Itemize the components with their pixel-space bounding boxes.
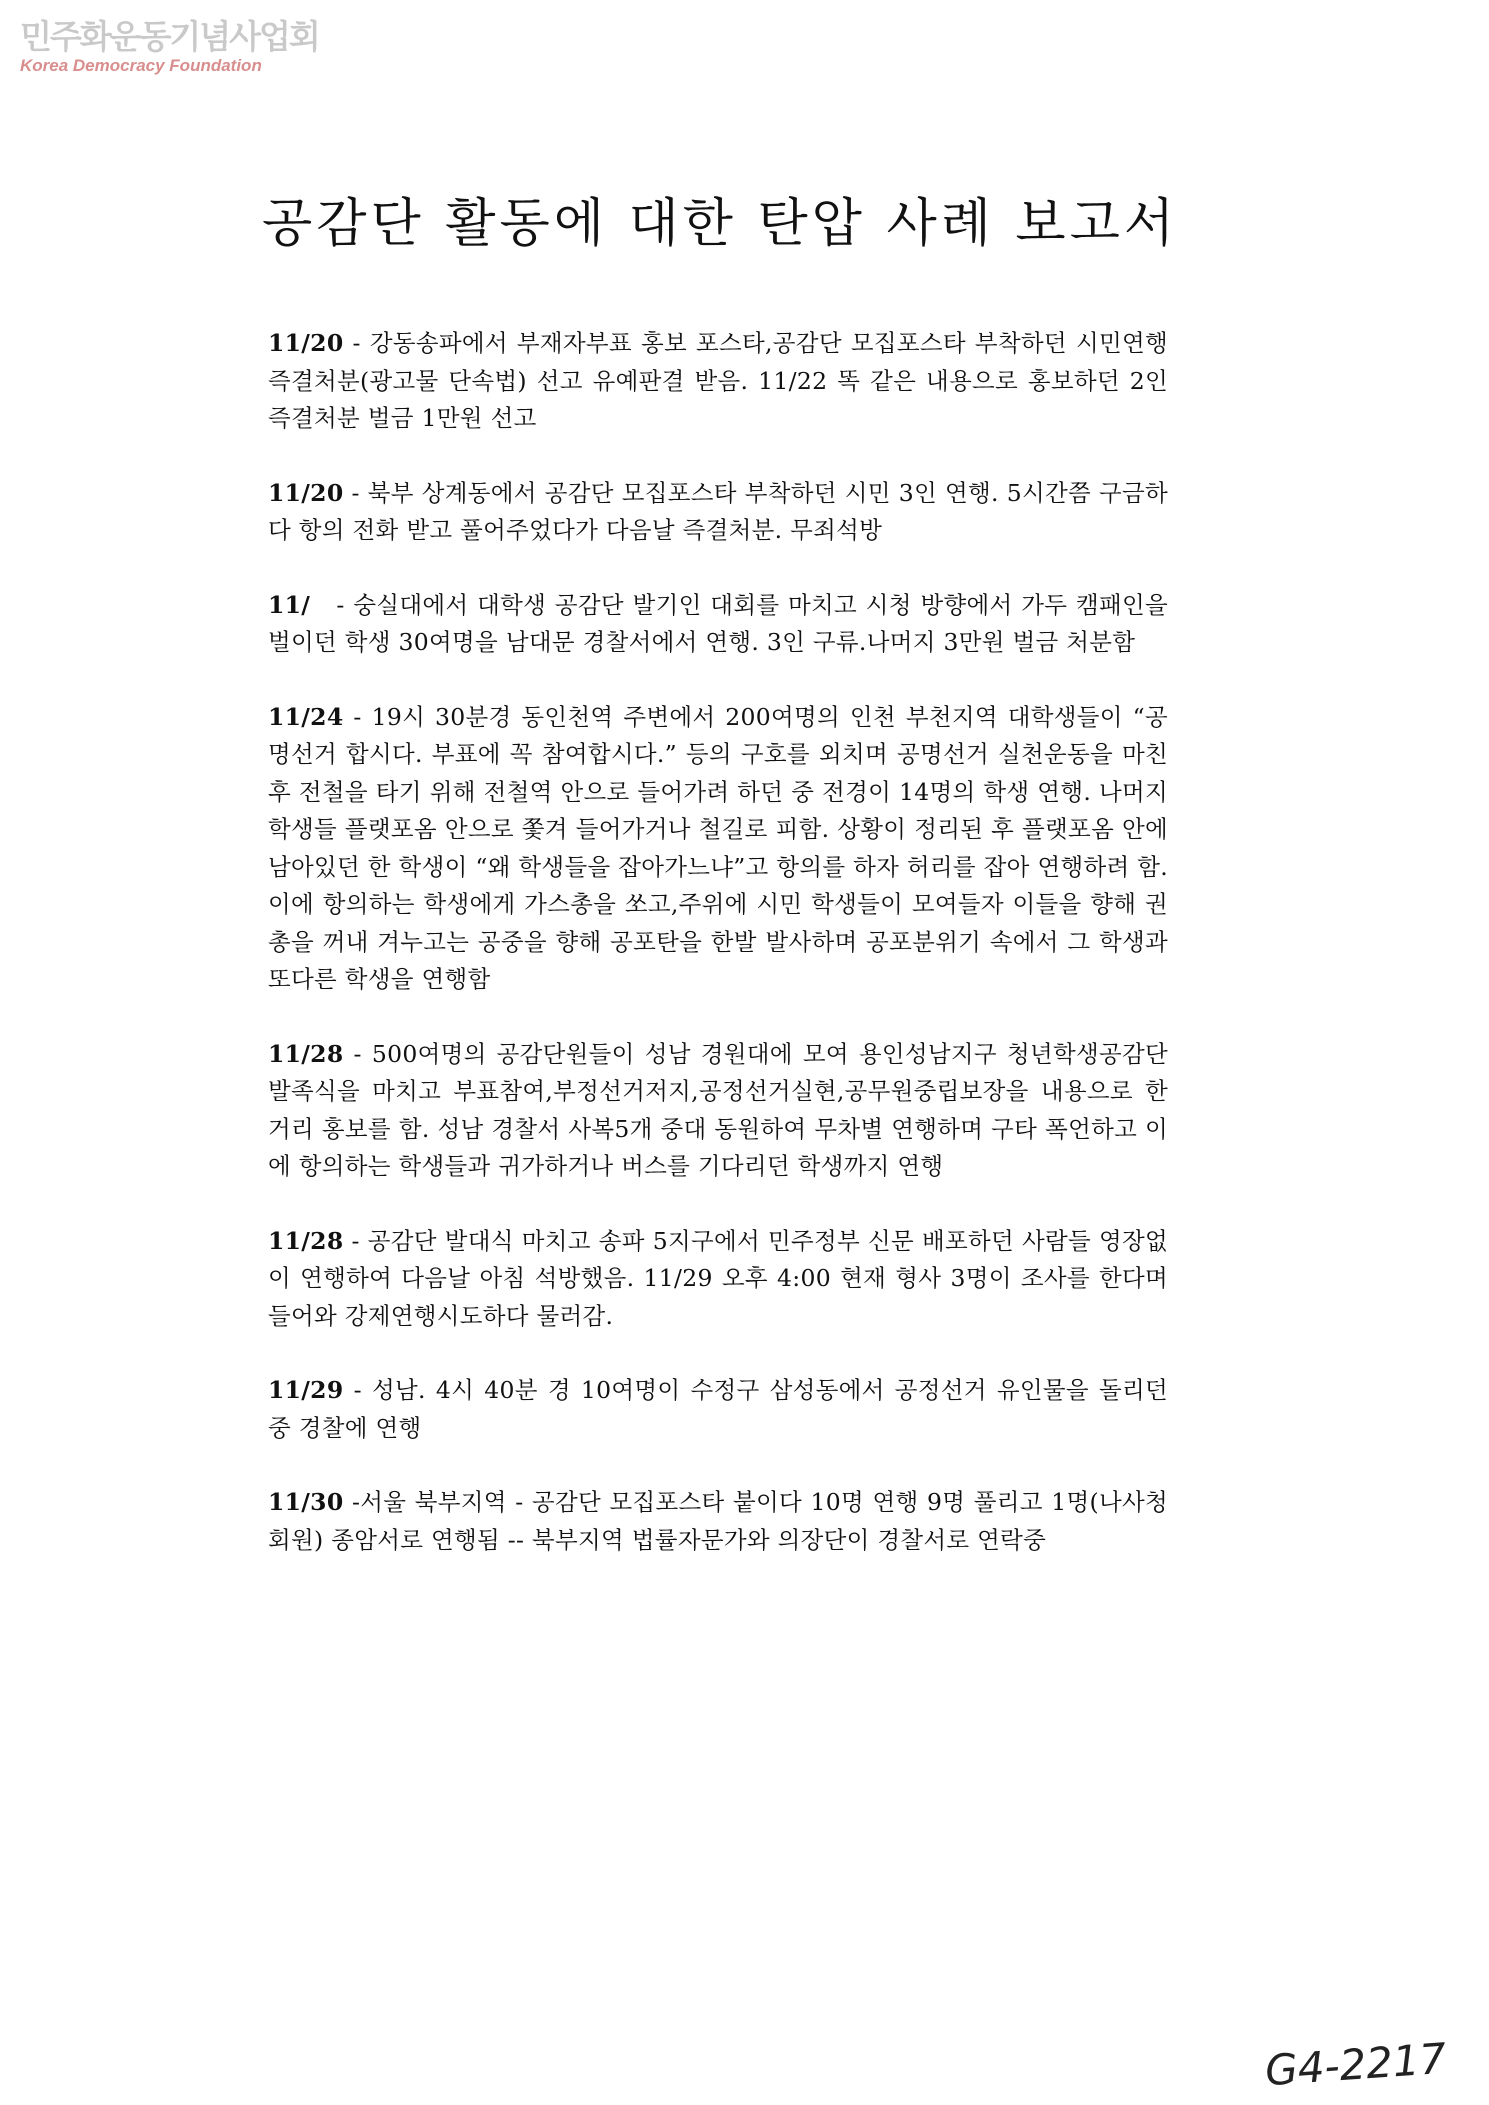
entry-text: - 공감단 발대식 마치고 송파 5지구에서 민주정부 신문 배포하던 사람들 영장없이 연행하여 다음날 아침 석방했음. 11/29 오후 4:00 현재 형사 3명이 조사를 한다며 들어와 강제연행시도하다 물러감. bbox=[268, 1226, 1168, 1330]
entry-text: - 숭실대에서 대학생 공감단 발기인 대회를 마치고 시청 방향에서 가두 캠패인을 벌이던 학생 30여명을 남대문 경찰서에서 연행. 3인 구류.나머지 3만원 벌금 처분함 bbox=[268, 590, 1176, 656]
entry-date: 11/ bbox=[268, 590, 311, 619]
report-entries bbox=[268, 325, 1176, 1596]
report-entry bbox=[268, 325, 1168, 438]
report-entry bbox=[268, 587, 1176, 662]
report-entry bbox=[268, 699, 1168, 999]
entry-date: 11/28 bbox=[268, 1226, 344, 1255]
foundation-watermark bbox=[20, 18, 340, 76]
report-entry bbox=[268, 1223, 1168, 1336]
report-entry bbox=[268, 1036, 1168, 1186]
report-entry bbox=[268, 1484, 1168, 1559]
entry-date: 11/20 bbox=[268, 329, 344, 357]
entry-date: 11/24 bbox=[268, 702, 344, 731]
entry-text: - 북부 상계동에서 공감단 모집포스타 부착하던 시민 3인 연행. 5시간쯤 구금하다 항의 전화 받고 풀어주었다가 다음날 즉결처분. 무죄석방 bbox=[268, 478, 1168, 544]
entry-text: -서울 북부지역 - 공감단 모집포스타 붙이다 10명 연행 9명 풀리고 1명(나사청회원) 종암서로 연행됨 -- 북부지역 법률자문가와 의장단이 경찰서로 연락중 bbox=[268, 1488, 1168, 1554]
document-title: 공감단 활동에 대한 탄압 사례 보고서 bbox=[262, 194, 1179, 254]
handwritten-archive-number: G4-2217 bbox=[1263, 2033, 1448, 2096]
entry-text: - 500여명의 공감단원들이 성남 경원대에 모여 용인성남지구 청년학생공감단 발족식을 마치고 부표참여,부정선거저지,공정선거실현,공무원중립보장을 내용으로 한 거리 홍보를 함. 성남 경찰서 사복5개 중대 동원하여 무차별 연행하며 구타 폭언하고 이에 항의하는 학생들과 귀가하거나 버스를 기다리던 학생까지 연행 bbox=[268, 1039, 1168, 1180]
entry-date: 11/30 bbox=[268, 1488, 344, 1516]
entry-date: 11/29 bbox=[268, 1376, 344, 1404]
report-entry bbox=[268, 1372, 1168, 1447]
entry-text: - 강동송파에서 부재자부표 홍보 포스타,공감단 모집포스타 부착하던 시민연행 즉결처분(광고물 단속법) 선고 유예판결 받음. 11/22 똑 같은 내용으로 홍보하던 2인 즉결처분 벌금 1만원 선고 bbox=[268, 329, 1168, 432]
report-entry bbox=[268, 475, 1168, 550]
watermark-korean: 민주화운동기념사업회 bbox=[20, 17, 319, 56]
entry-text: - 성남. 4시 40분 경 10여명이 수정구 삼성동에서 공정선거 유인물을 돌리던 중 경찰에 연행 bbox=[268, 1376, 1168, 1442]
entry-text: - 19시 30분경 동인천역 주변에서 200여명의 인천 부천지역 대학생들이 “공명선거 합시다. 부표에 꼭 참여합시다.” 등의 구호를 외치며 공명선거 실천운동을 마친 후 전철을 타기 위해 전철역 안으로 들어가려 하던 중 전경이 14명의 학생 연행. 나머지 학생들 플랫포옴 안으로 쫓겨 들어가거나 철길로 피함. 상황이 정리된 후 플랫포옴 안에 남아있던 한 학생이 “왜 학생들을 잡아가느냐”고 항의를 하자 허리를 잡아 연행하려 함. 이에 항의하는 학생에게 가스총을 쏘고,주위에 시민 학생들이 모여들자 이들을 향해 권총을 꺼내 겨누고는 공중을 향해 공포탄을 한발 발사하며 공포분위기 속에서 그 학생과 또다른 학생을 연행함 bbox=[268, 702, 1168, 993]
entry-date: 11/28 bbox=[268, 1039, 344, 1068]
entry-date: 11/20 bbox=[268, 478, 344, 507]
watermark-english: Korea Democracy Foundation bbox=[20, 56, 262, 75]
